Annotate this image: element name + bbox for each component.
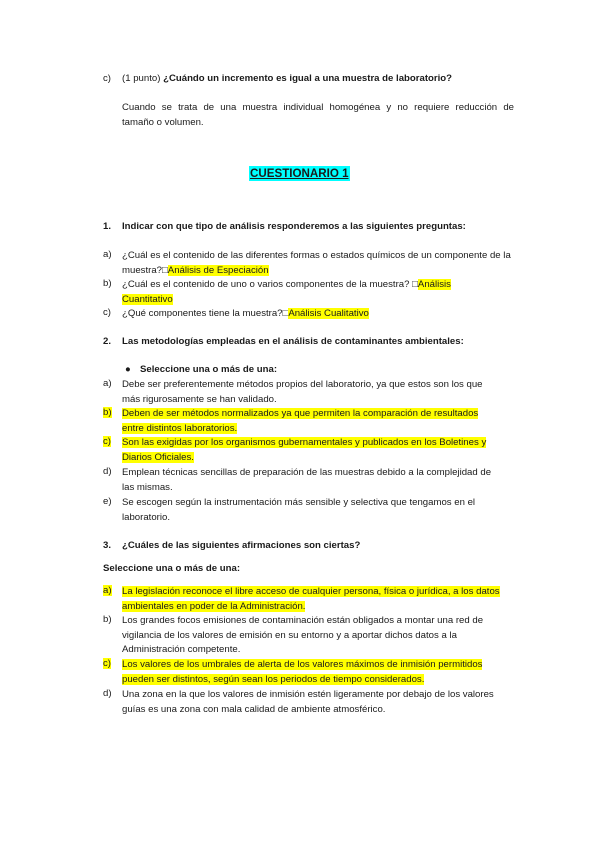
q1-item-text: ¿Qué componentes tiene la muestra?□ (122, 308, 289, 319)
q2-option-label: c) (103, 436, 111, 447)
q1-item-b (122, 278, 514, 307)
q2-option-label: d) (103, 466, 112, 477)
q1-item-answer-cont: Cuantitativo (122, 293, 173, 305)
q2-option (122, 466, 514, 495)
q3-number: 3. (103, 540, 112, 551)
q1-item-text: ¿Cuál es el contenido de uno o varios componentes de la muestra? □ (122, 279, 418, 290)
top-question-answer (122, 101, 514, 116)
option-line: pueden ser distintos, según sean los periodos de tiempo considerados. (122, 673, 425, 685)
option-line: La legislación reconoce el libre acceso de cualquier persona, física o jurídica, a los datos (122, 586, 500, 597)
option-line: Se escogen según la instrumentación más sensible y selectiva que tengamos en el (122, 497, 476, 508)
q3-option (122, 688, 522, 717)
top-question-points: (1 punto) (122, 73, 161, 84)
top-question-label: c) (103, 73, 111, 84)
top-question-text: ¿Cuándo un incremento es igual a una muestra de laboratorio? (163, 73, 453, 84)
q3-option-highlighted (122, 585, 522, 614)
top-question (103, 73, 111, 84)
q1-item-label: b) (103, 278, 112, 289)
option-line: guías es una zona con mala calidad de ambiente atmosférico. (122, 703, 386, 715)
q2-option-label: b) (103, 407, 112, 418)
option-line: Los grandes focos emisiones de contaminación están obligados a montar una red de (122, 615, 484, 626)
q3-option-label: d) (103, 688, 112, 699)
option-line: vigilancia de los valores de emisión en su entorno y a aportar dichos datos a la (122, 629, 457, 641)
q2-option-label: e) (103, 496, 112, 507)
q2-instruction-text: Seleccione una o más de una: (140, 364, 278, 375)
q1-item-answer: Análisis de Especiación (167, 264, 269, 276)
q3-option-label: c) (103, 658, 111, 669)
option-line: Diarios Oficiales. (122, 451, 194, 463)
q1-item-label: a) (103, 249, 112, 260)
option-line: ambientales en poder de la Administración. (122, 600, 306, 612)
answer-line: tamaño o volumen. (122, 117, 204, 128)
q1-item-answer: Análisis Cualitativo (288, 308, 369, 319)
q3-option-label: a) (103, 585, 112, 596)
q2-text: Las metodologías empleadas en el análisis de contaminantes ambientales: (122, 336, 464, 347)
page-title: CUESTIONARIO 1 (250, 167, 349, 180)
q3-option-highlighted (122, 658, 522, 687)
q1-item-text: ¿Cuál es el contenido de las diferentes formas o estados químicos de un componente de la muestra?□ (122, 250, 511, 276)
q3-text: ¿Cuáles de las siguientes afirmaciones son ciertas? (122, 540, 361, 551)
option-line: más rigurosamente se han validado. (122, 393, 277, 405)
option-line: Una zona en la que los valores de inmisión estén ligeramente por debajo de los valores (122, 689, 494, 700)
option-line: entre distintos laboratorios. (122, 422, 238, 434)
q3-option (122, 614, 522, 658)
option-line: Debe ser preferentemente métodos propios del laboratorio, ya que estos son los que (122, 379, 483, 390)
q3-instruction: Seleccione una o más de una: (103, 563, 241, 574)
option-line: Los valores de los umbrales de alerta de los valores máximos de inmisión permitidos (122, 659, 483, 670)
q2-option (122, 496, 514, 525)
q2-option-highlighted (122, 436, 514, 465)
option-line: Deben de ser métodos normalizados ya que permiten la comparación de resultados (122, 408, 479, 419)
q2-option (122, 378, 514, 407)
option-line: Administración competente. (122, 644, 241, 656)
bullet-icon: ● (125, 364, 131, 375)
option-line: Emplean técnicas sencillas de preparación de las muestras debido a la complejidad de (122, 467, 492, 478)
answer-line: Cuando se trata de una muestra individual homogénea y no requiere reducción de (122, 102, 514, 113)
q1-text: Indicar con que tipo de análisis responderemos a las siguientes preguntas: (122, 221, 466, 232)
q1-item-c (122, 307, 514, 322)
q1-number: 1. (103, 221, 112, 232)
q1-item-a (122, 249, 514, 278)
top-question-answer-cont (122, 116, 204, 131)
q2-instruction (125, 364, 278, 375)
q1-item-answer: Análisis (417, 279, 451, 290)
q3-option-label: b) (103, 614, 112, 625)
q2-number: 2. (103, 336, 112, 347)
q1-item-label: c) (103, 307, 111, 318)
option-line: laboratorio. (122, 511, 170, 523)
option-line: Son las exigidas por los organismos gubernamentales y publicados en los Boletines y (122, 437, 487, 448)
option-line: las mismas. (122, 481, 173, 493)
q2-option-highlighted (122, 407, 514, 436)
q2-option-label: a) (103, 378, 112, 389)
top-question-body (122, 73, 452, 84)
